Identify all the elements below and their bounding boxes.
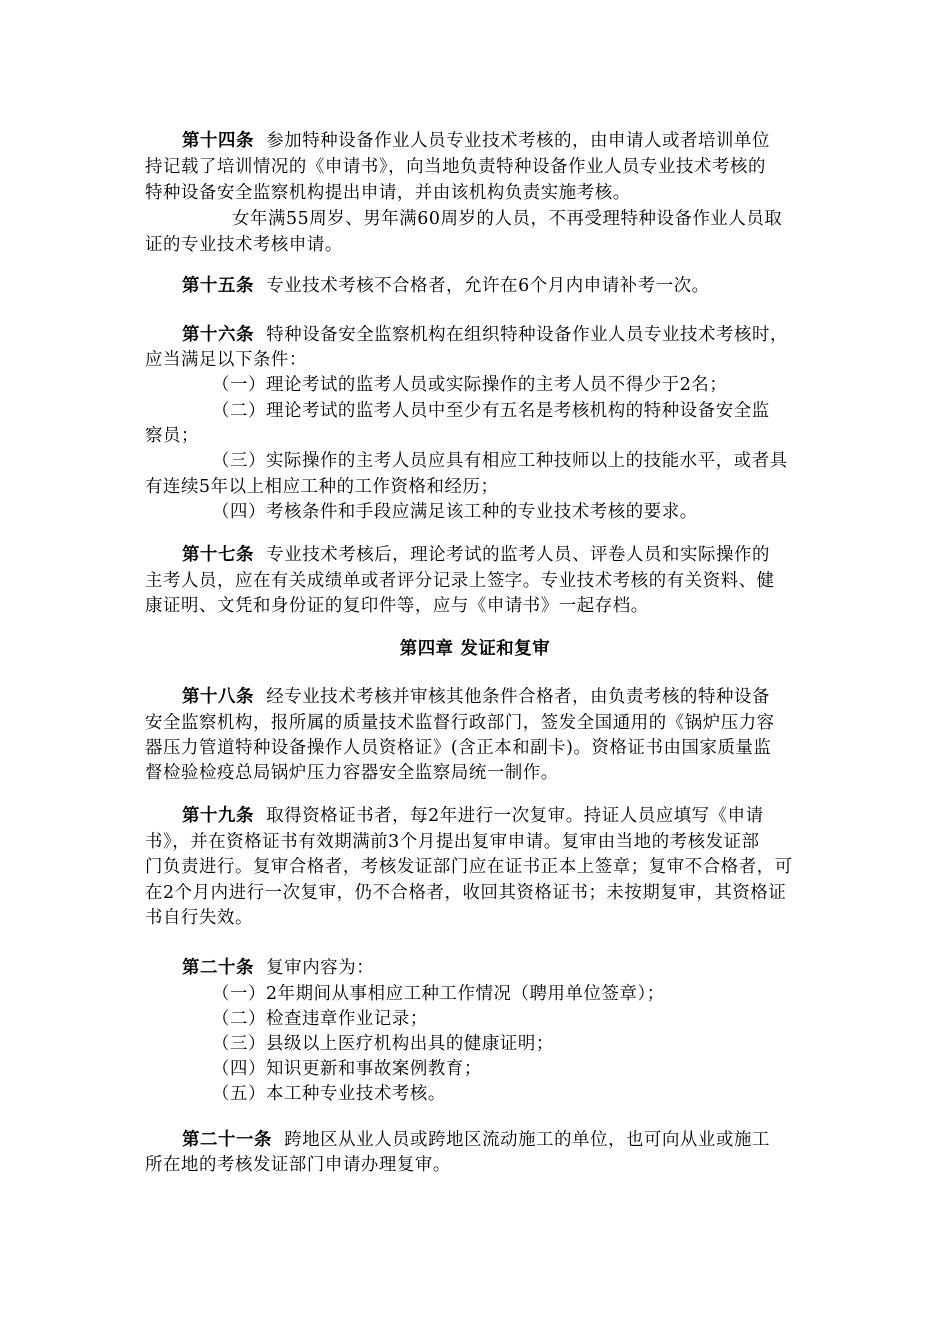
article-16-line-1 (182, 322, 788, 348)
article-15-text: 专业技术考核不合格者，允许在6个月内申请补考一次。 (266, 276, 710, 296)
article-16-item-4: （四）考核条件和手段应满足该工种的专业技术考核的要求。 (212, 502, 698, 522)
article-18-text: 经专业技术考核并审核其他条件合格者，由负责考核的特种设备 (266, 687, 770, 707)
article-17-text: 专业技术考核后，理论考试的监考人员、评卷人员和实际操作的 (266, 545, 770, 565)
article-17-line-1 (182, 542, 770, 568)
article-18-line-1 (182, 684, 770, 710)
article-14-heading: 第十四条 (182, 131, 254, 151)
article-16-item-2: （二）理论考试的监考人员中至少有五名是考核机构的特种设备安全监 (212, 401, 770, 421)
article-21-line-1 (182, 1127, 770, 1153)
article-18-line-4: 督检验检疫总局锅炉压力容器安全监察局统一制作。 (145, 763, 559, 783)
article-16-item-3-cont: 有连续5年以上相应工种的工作资格和经历； (145, 477, 499, 497)
article-20-item-2: （二）检查违章作业记录； (212, 1009, 428, 1029)
article-14-line-3: 特种设备安全监察机构提出申请，并由该机构负责实施考核。 (145, 183, 631, 203)
article-16-item-3: （三）实际操作的主考人员应具有相应工种技师以上的技能水平，或者具 (212, 451, 788, 471)
article-19-text: 取得资格证书者，每2年进行一次复审。持证人员应填写《申请 (266, 806, 764, 826)
article-19-line-5: 书自行失效。 (145, 908, 253, 928)
article-16-heading: 第十六条 (182, 325, 254, 345)
article-14-text: 参加特种设备作业人员专业技术考核的，由申请人或者培训单位 (266, 131, 770, 151)
article-21-line-2: 所在地的考核发证部门申请办理复审。 (145, 1155, 451, 1175)
article-14-line-5: 证的专业技术考核申请。 (145, 235, 343, 255)
article-20-line-1 (182, 955, 374, 981)
article-16-line-2: 应当满足以下条件： (145, 350, 307, 370)
article-20-item-1: （一）2年期间从事相应工种工作情况（聘用单位签章）； (212, 984, 665, 1004)
article-15-line-1 (182, 273, 710, 299)
article-19-line-1 (182, 803, 764, 829)
article-20-heading: 第二十条 (182, 958, 254, 978)
article-19-heading: 第十九条 (182, 806, 254, 826)
article-19-line-3: 门负责进行。复审合格者，考核发证部门应在证书正本上签章；复审不合格者，可 (145, 857, 793, 877)
chapter-4-heading: 第四章 发证和复审 (399, 639, 551, 659)
article-19-line-4: 在2个月内进行一次复审，仍不合格者，收回其资格证书；未按期复审，其资格证 (145, 883, 787, 903)
article-16-text: 特种设备安全监察机构在组织特种设备作业人员专业技术考核时， (266, 325, 788, 345)
article-20-item-5: （五）本工种专业技术考核。 (212, 1084, 446, 1104)
article-18-line-3: 器压力管道特种设备操作人员资格证》(含正本和副卡)。资格证书由国家质量监 (145, 738, 772, 758)
article-18-line-2: 安全监察机构，报所属的质量技术监督行政部门，签发全国通用的《锅炉压力容 (145, 713, 775, 733)
article-17-heading: 第十七条 (182, 545, 254, 565)
article-14-line-1 (182, 128, 770, 154)
article-21-heading: 第二十一条 (182, 1130, 272, 1150)
article-20-text: 复审内容为： (266, 958, 375, 978)
article-19-line-2: 书》，并在资格证书有效期满前3个月提出复审申请。复审由当地的考核发证部 (145, 832, 760, 852)
article-17-line-2: 主考人员，应在有关成绩单或者评分记录上签字。专业技术考核的有关资料、健 (145, 571, 775, 591)
article-16-item-2-cont: 察员； (145, 426, 199, 446)
article-16-item-1: （一）理论考试的监考人员或实际操作的主考人员不得少于2名； (212, 375, 728, 395)
article-20-item-3: （三）县级以上医疗机构出具的健康证明； (212, 1034, 554, 1054)
article-15-heading: 第十五条 (182, 276, 254, 296)
article-14-line-2: 持记载了培训情况的《申请书》，向当地负责特种设备作业人员专业技术考核的 (145, 157, 766, 177)
article-20-item-4: （四）知识更新和事故案例教育； (212, 1059, 482, 1079)
article-17-line-3: 康证明、文凭和身份证的复印件等，应与《申请书》一起存档。 (145, 596, 649, 616)
article-21-text: 跨地区从业人员或跨地区流动施工的单位，也可向从业或施工 (284, 1130, 770, 1150)
article-14-line-4: 女年满55周岁、男年满60周岁的人员，不再受理特种设备作业人员取 (232, 209, 783, 229)
article-18-heading: 第十八条 (182, 687, 254, 707)
